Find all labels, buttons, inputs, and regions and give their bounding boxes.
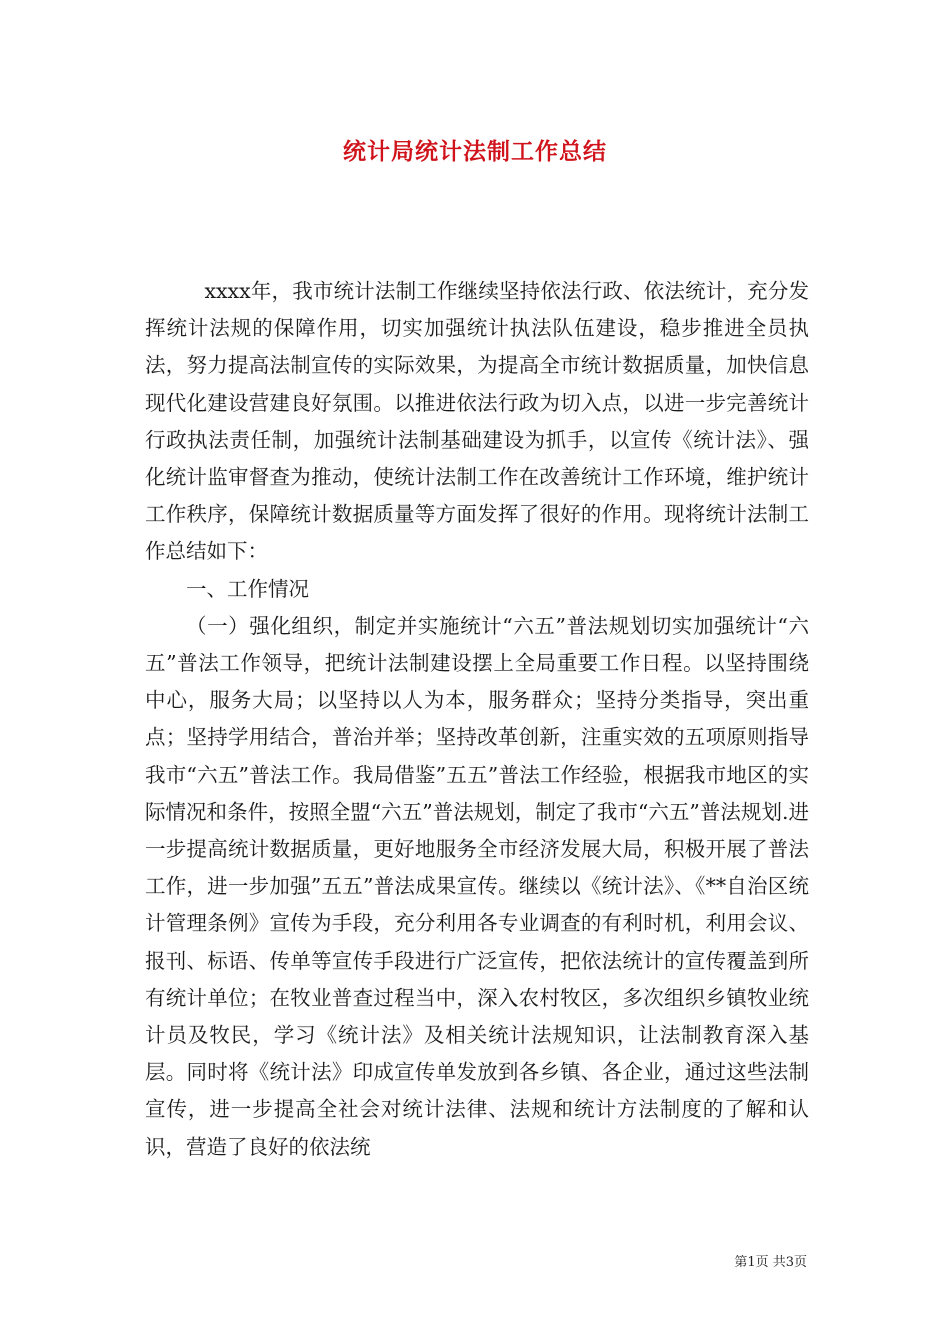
document-body [145, 273, 809, 1166]
document-title: 统计局统计法制工作总结 [343, 138, 607, 165]
page-number: 第1页 共3页 [734, 1255, 807, 1270]
paragraph-section-1: （一）强化组织，制定并实施统计“六五”普法规划切实加强统计“六五”普法工作领导，把统计法制建设摆上全局重要工作日程。以坚持围绕中心，服务大局；以坚持以人为本，服务群众；坚持分类指导，突出重点；坚持学用结合，普治并举；坚持改革创新，注重实效的五项原则指导我市“六五”普法工作。我局借鉴”五五”普法工作经验，根据我市地区的实际情况和条件，按照全盟“六五”普法规划，制定了我市“六五”普法规划.进一步提高统计数据质量，更好地服务全市经济发展大局，积极开展了普法工作，进一步加强”五五”普法成果宣传。继续以《统计法》、《**自治区统计管理条例》宣传为手段，充分利用各专业调查的有利时机，利用会议、报刊、标语、传单等宣传手段进行广泛宣传，把依法统计的宣传覆盖到所有统计单位；在牧业普查过程当中，深入农村牧区，多次组织乡镇牧业统计员及牧民，学习《统计法》及相关统计法规知识，让法制教育深入基层。同时将《统计法》印成宣传单发放到各乡镇、各企业，通过这些法制宣传，进一步提高全社会对统计法律、法规和统计方法制度的了解和认识，营造了良好的依法统 [145, 613, 809, 1159]
section-heading: 一、工作情况 [186, 576, 309, 601]
paragraph-intro: xxxx年，我市统计法制工作继续坚持依法行政、依法统计，充分发挥统计法规的保障作用，切实加强统计执法队伍建设，稳步推进全员执法，努力提高法制宣传的实际效果，为提高全市统计数据质量，加快信息现代化建设营建良好氛围。以推进依法行政为切入点，以进一步完善统计行政执法责任制，加强统计法制基础建设为抓手，以宣传《统计法》、强化统计监审督查为推动，使统计法制工作在改善统计工作环境，维护统计工作秩序，保障统计数据质量等方面发挥了很好的作用。现将统计法制工作总结如下： [145, 279, 809, 564]
